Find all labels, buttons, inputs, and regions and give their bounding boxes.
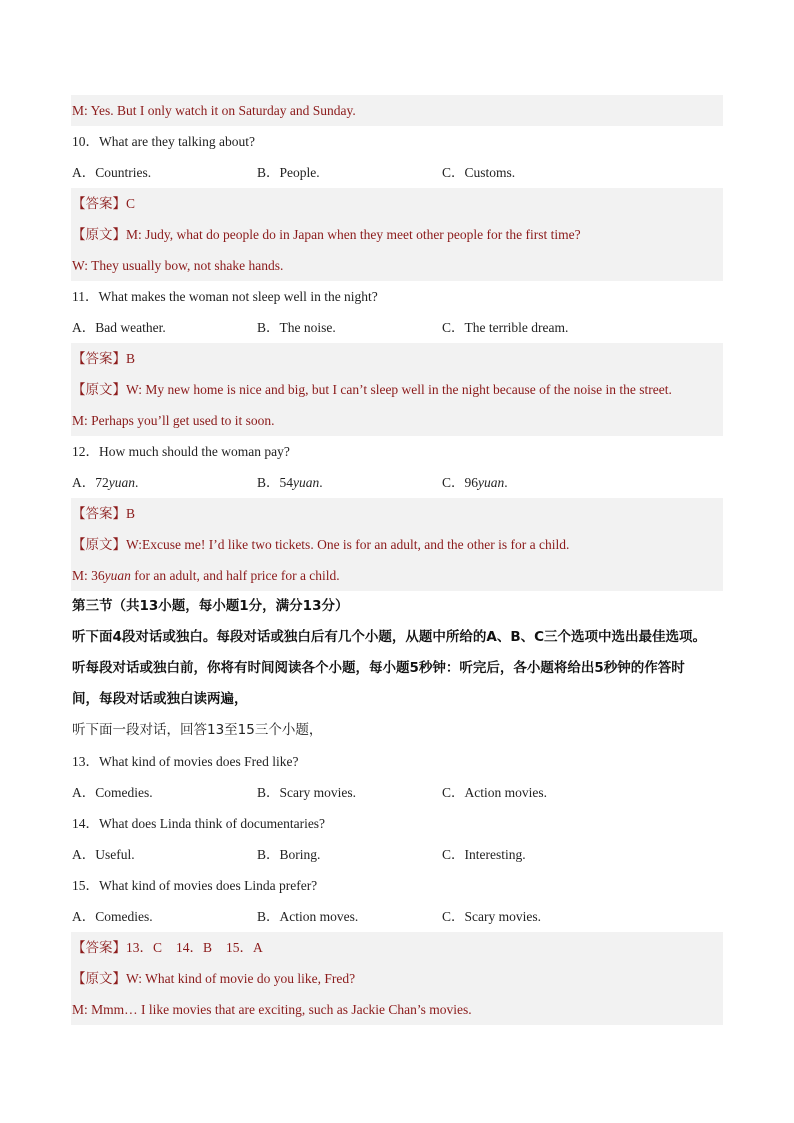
q12-answer: B (126, 506, 136, 521)
answer-14: 14．B (176, 940, 213, 955)
q14-option-c: C．Interesting. (442, 847, 526, 862)
section3-instruction-3: 间，每段对话或独白读两遍， (72, 691, 248, 707)
q15-options (71, 901, 723, 932)
q12-option-b (257, 467, 442, 498)
q12-option-c-unit: yuan (478, 475, 505, 490)
q11-answer-tag: 【答案】 (72, 351, 126, 367)
section3-heading: 第三节（共13小题，每小题1分，满分13分） (72, 598, 349, 614)
q15-option-a: A．Comedies. (72, 909, 153, 924)
q13-stem: 13．What kind of movies does Fred like? (72, 754, 299, 769)
q12-stem: 12．How much should the woman pay? (72, 444, 290, 459)
q13-option-c: C．Action movies. (442, 785, 547, 800)
q13-options (71, 777, 723, 808)
document-content (71, 95, 723, 1025)
q12-script-line-2 (71, 560, 723, 591)
q12-option-b-amount: B．54 (257, 475, 294, 490)
q9-script-line (71, 95, 723, 126)
q11-script-line-2 (71, 405, 723, 436)
q12-answer-line (71, 498, 723, 529)
q12-option-b-unit: yuan (293, 475, 320, 490)
q14-options (71, 839, 723, 870)
section3-intro: 听下面一段对话，回答13至15三个小题， (72, 722, 323, 738)
q11-answer-line (71, 343, 723, 374)
q11-script-1: W: My new home is nice and big, but I can’t sleep well in the night because of the noise in the street. (126, 382, 672, 397)
q12-script-line-1 (71, 529, 723, 560)
q12-option-b-period: . (319, 475, 323, 490)
q12-script-2-prefix: M: 36 (72, 568, 105, 583)
q13-option-b: B．Scary movies. (257, 785, 356, 800)
q14-option-a: A．Useful. (72, 847, 135, 862)
q12-script-tag: 【原文】 (72, 537, 126, 553)
q13-15-answer-line (71, 932, 723, 963)
q12-option-a-unit: yuan (108, 475, 135, 490)
section3-instruction-1: 听下面4段对话或独白。每段对话或独白后有几个小题，从题中所给的A、B、C三个选项中选出最佳选项。 (72, 629, 707, 645)
q12-option-c (442, 467, 627, 498)
q11-option-a: A．Bad weather. (72, 320, 166, 335)
q11-script-tag: 【原文】 (72, 382, 126, 398)
q12-answer-tag: 【答案】 (72, 506, 126, 522)
q11-script-2: M: Perhaps you’ll get used to it soon. (72, 413, 275, 428)
q15-option-c: C．Scary movies. (442, 909, 541, 924)
q13-15-script-tag: 【原文】 (72, 971, 126, 987)
q15-option-b: B．Action moves. (257, 909, 359, 924)
q12-script-1: W:Excuse me! I’d like two tickets. One is for an adult, and the other is for a child. (126, 537, 570, 552)
q12-script-2-unit: yuan (104, 568, 131, 583)
q12-option-c-amount: C．96 (442, 475, 479, 490)
q12-option-a (72, 467, 257, 498)
q10-option-a: A．Countries. (72, 165, 152, 180)
q11-options (71, 312, 723, 343)
q13-15-script-2: M: Mmm… I like movies that are exciting, such as Jackie Chan’s movies. (72, 1002, 472, 1017)
q11-option-c: C．The terrible dream. (442, 320, 569, 335)
q10-script-tag: 【原文】 (72, 227, 126, 243)
q13-15-script-line-2 (71, 994, 723, 1025)
q14-option-b: B．Boring. (257, 847, 321, 862)
q12-options (71, 467, 723, 498)
answer-13: 13．C (126, 940, 163, 955)
q12-script-2-suffix: for an adult, and half price for a child. (130, 568, 340, 583)
answer-15: 15．A (226, 940, 263, 955)
q11-script-line-1 (71, 374, 723, 405)
q10-option-c: C．Customs. (442, 165, 516, 180)
q10-option-b: B．People. (257, 165, 320, 180)
q13-15-script-line-1 (71, 963, 723, 994)
q11-option-b: B．The noise. (257, 320, 336, 335)
q11-stem: 11．What makes the woman not sleep well in the night? (72, 289, 378, 304)
q10-script-line-1 (71, 219, 723, 250)
section3-instruction-2: 听每段对话或独白前，你将有时间阅读各个小题，每小题5秒钟：听完后，各小题将给出5秒钟的作答时 (72, 660, 685, 676)
q10-answer: C (126, 196, 136, 211)
q10-script-1: M: Judy, what do people do in Japan when they meet other people for the first time? (126, 227, 581, 242)
q10-answer-line (71, 188, 723, 219)
q11-answer: B (126, 351, 136, 366)
q15-stem: 15．What kind of movies does Linda prefer? (72, 878, 318, 893)
q13-15-answer-tag: 【答案】 (72, 940, 126, 956)
q12-option-a-period: . (135, 475, 139, 490)
q9-script-m: M: Yes. But I only watch it on Saturday and Sunday. (72, 103, 356, 118)
q10-answer-tag: 【答案】 (72, 196, 126, 212)
q12-option-a-amount: A．72 (72, 475, 109, 490)
q13-option-a: A．Comedies. (72, 785, 153, 800)
q14-stem: 14．What does Linda think of documentaries? (72, 816, 326, 831)
q13-15-script-1: W: What kind of movie do you like, Fred? (126, 971, 356, 986)
q10-stem: 10．What are they talking about? (72, 134, 255, 149)
q10-script-2: W: They usually bow, not shake hands. (72, 258, 284, 273)
q10-script-line-2 (71, 250, 723, 281)
q10-options (71, 157, 723, 188)
q12-option-c-period: . (504, 475, 508, 490)
